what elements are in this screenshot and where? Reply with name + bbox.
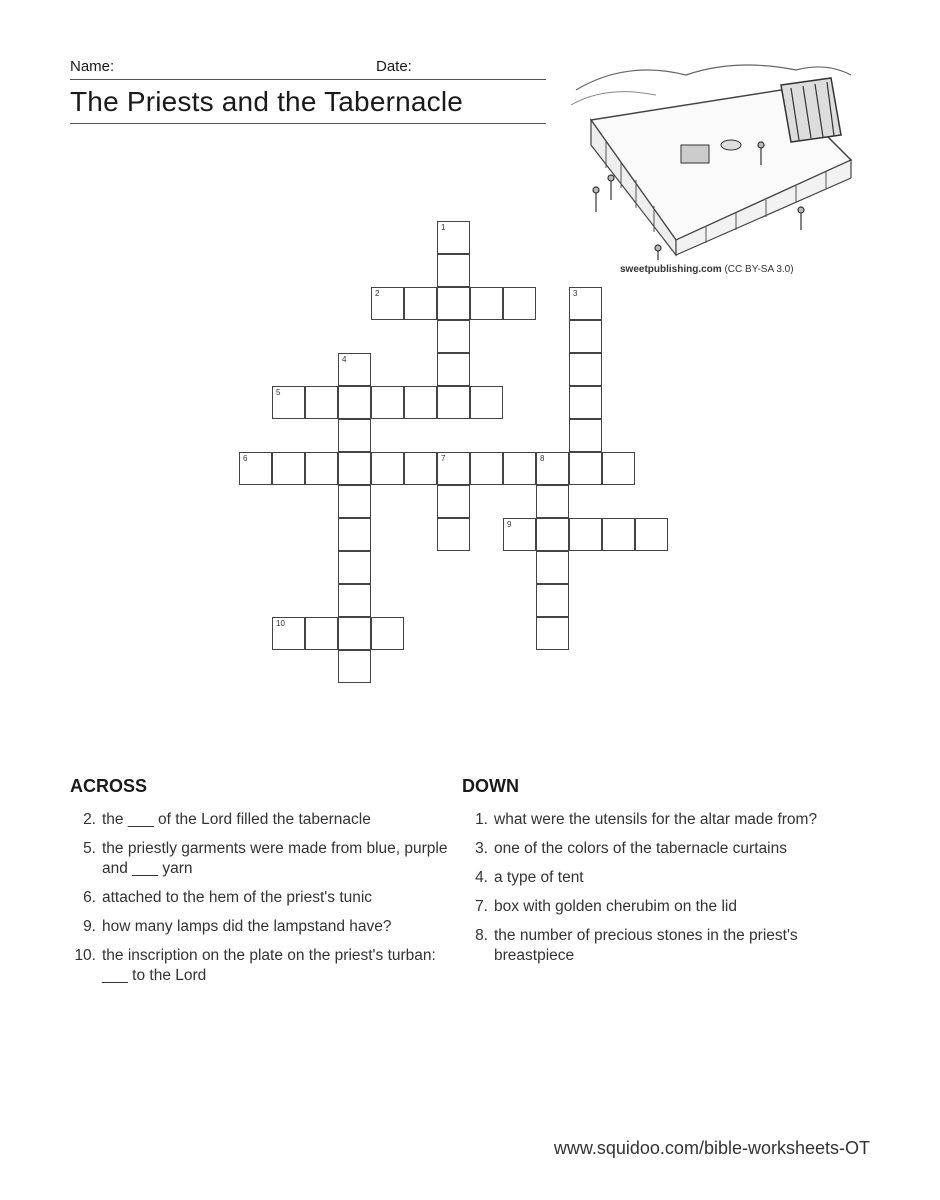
clue-number: 5. (83, 840, 96, 857)
across-clue (70, 839, 460, 879)
crossword-cell[interactable] (338, 617, 371, 650)
crossword-cell[interactable] (470, 452, 503, 485)
crossword-cell[interactable] (371, 386, 404, 419)
crossword-cell[interactable] (371, 617, 404, 650)
crossword-cell[interactable] (569, 353, 602, 386)
across-clue (70, 810, 460, 830)
crossword-cell[interactable] (437, 386, 470, 419)
clue-text: a type of tent (494, 869, 584, 886)
crossword-cell[interactable] (569, 320, 602, 353)
clue-number: 8. (475, 927, 488, 944)
down-clue (462, 868, 862, 888)
crossword-cell[interactable] (404, 386, 437, 419)
clue-number: 3. (475, 840, 488, 857)
crossword-cell[interactable] (569, 518, 602, 551)
crossword-cell[interactable] (338, 518, 371, 551)
clue-number: 3 (573, 289, 578, 298)
clue-number: 2. (83, 811, 96, 828)
crossword-cell[interactable] (536, 452, 569, 485)
crossword-cell[interactable] (536, 485, 569, 518)
crossword-cell[interactable] (437, 353, 470, 386)
crossword-cell[interactable] (338, 452, 371, 485)
clue-number: 6 (243, 454, 248, 463)
crossword-cell[interactable] (536, 518, 569, 551)
crossword-cell[interactable] (404, 287, 437, 320)
down-clue-list (462, 810, 862, 975)
across-clue (70, 917, 460, 937)
crossword-cell[interactable] (602, 452, 635, 485)
crossword-cell[interactable] (503, 287, 536, 320)
crossword-cell[interactable] (305, 386, 338, 419)
crossword-cell[interactable] (404, 452, 437, 485)
across-clue (70, 888, 460, 908)
clue-number: 2 (375, 289, 380, 298)
down-clue (462, 926, 862, 966)
crossword-cell[interactable] (437, 287, 470, 320)
crossword-cell[interactable] (569, 386, 602, 419)
clue-number: 10 (276, 619, 285, 628)
crossword-cell[interactable] (437, 254, 470, 287)
crossword-cell[interactable] (437, 518, 470, 551)
clue-text: box with golden cherubim on the lid (494, 898, 737, 915)
title-underline (70, 123, 546, 124)
crossword-cell[interactable] (338, 584, 371, 617)
crossword-cell[interactable] (272, 617, 305, 650)
clue-number: 9 (507, 520, 512, 529)
clue-number: 6. (83, 889, 96, 906)
credit-license: (CC BY-SA 3.0) (724, 264, 794, 275)
tabernacle-court-illustration-icon (566, 50, 856, 260)
crossword-cell[interactable] (536, 551, 569, 584)
clue-number: 9. (83, 918, 96, 935)
crossword-cell[interactable] (437, 320, 470, 353)
across-clue-list (70, 810, 460, 995)
crossword-cell[interactable] (272, 386, 305, 419)
clue-number: 7 (441, 454, 446, 463)
clue-text: what were the utensils for the altar made from? (494, 811, 818, 828)
clue-text: how many lamps did the lampstand have? (102, 918, 392, 935)
crossword-cell[interactable] (338, 650, 371, 683)
down-clue (462, 897, 862, 917)
crossword-cell[interactable] (338, 353, 371, 386)
crossword-cell[interactable] (437, 452, 470, 485)
crossword-cell[interactable] (470, 386, 503, 419)
clue-text: attached to the hem of the priest's tunic (102, 889, 373, 906)
crossword-cell[interactable] (338, 485, 371, 518)
crossword-cell[interactable] (437, 221, 470, 254)
clue-number: 1 (441, 223, 446, 232)
crossword-cell[interactable] (338, 551, 371, 584)
down-clue (462, 810, 862, 830)
crossword-cell[interactable] (437, 485, 470, 518)
down-clue (462, 839, 862, 859)
clue-number: 4 (342, 355, 347, 364)
crossword-cell[interactable] (536, 617, 569, 650)
clue-text: one of the colors of the tabernacle curtains (494, 840, 787, 857)
crossword-cell[interactable] (569, 419, 602, 452)
clue-text: the number of precious stones in the priest's breastpiece (494, 927, 798, 964)
clue-number: 4. (475, 869, 488, 886)
credit-site: sweetpublishing.com (620, 264, 722, 275)
crossword-cell[interactable] (305, 452, 338, 485)
crossword-cell[interactable] (503, 452, 536, 485)
crossword-cell[interactable] (272, 452, 305, 485)
clue-number: 10. (74, 947, 96, 964)
crossword-cell[interactable] (338, 419, 371, 452)
clue-text: the ___ of the Lord filled the tabernacle (102, 811, 371, 828)
page-title: The Priests and the Tabernacle (70, 86, 464, 117)
clue-number: 7. (475, 898, 488, 915)
name-label: Name: (70, 58, 115, 75)
across-clue (70, 946, 460, 986)
footer-url[interactable]: www.squidoo.com/bible-worksheets-OT (553, 1138, 870, 1158)
crossword-cell[interactable] (239, 452, 272, 485)
clue-number: 1. (475, 811, 488, 828)
date-label: Date: (376, 58, 412, 75)
crossword-cell[interactable] (305, 617, 338, 650)
down-heading: DOWN (462, 776, 519, 796)
crossword-cell[interactable] (569, 287, 602, 320)
clue-text: the priestly garments were made from blue, purple and ___ yarn (102, 840, 448, 877)
crossword-cell[interactable] (569, 452, 602, 485)
clue-number: 5 (276, 388, 281, 397)
crossword-cell[interactable] (470, 287, 503, 320)
crossword-cell[interactable] (371, 452, 404, 485)
crossword-cell[interactable] (338, 386, 371, 419)
clue-text: the inscription on the plate on the priest's turban: ___ to the Lord (102, 947, 436, 984)
crossword-cell[interactable] (602, 518, 635, 551)
name-date-line (70, 79, 546, 80)
crossword-cell[interactable] (536, 584, 569, 617)
crossword-cell[interactable] (503, 518, 536, 551)
crossword-cell[interactable] (371, 287, 404, 320)
illustration-credit (620, 264, 794, 275)
crossword-cell[interactable] (635, 518, 668, 551)
clue-number: 8 (540, 454, 545, 463)
across-heading: ACROSS (70, 776, 148, 796)
